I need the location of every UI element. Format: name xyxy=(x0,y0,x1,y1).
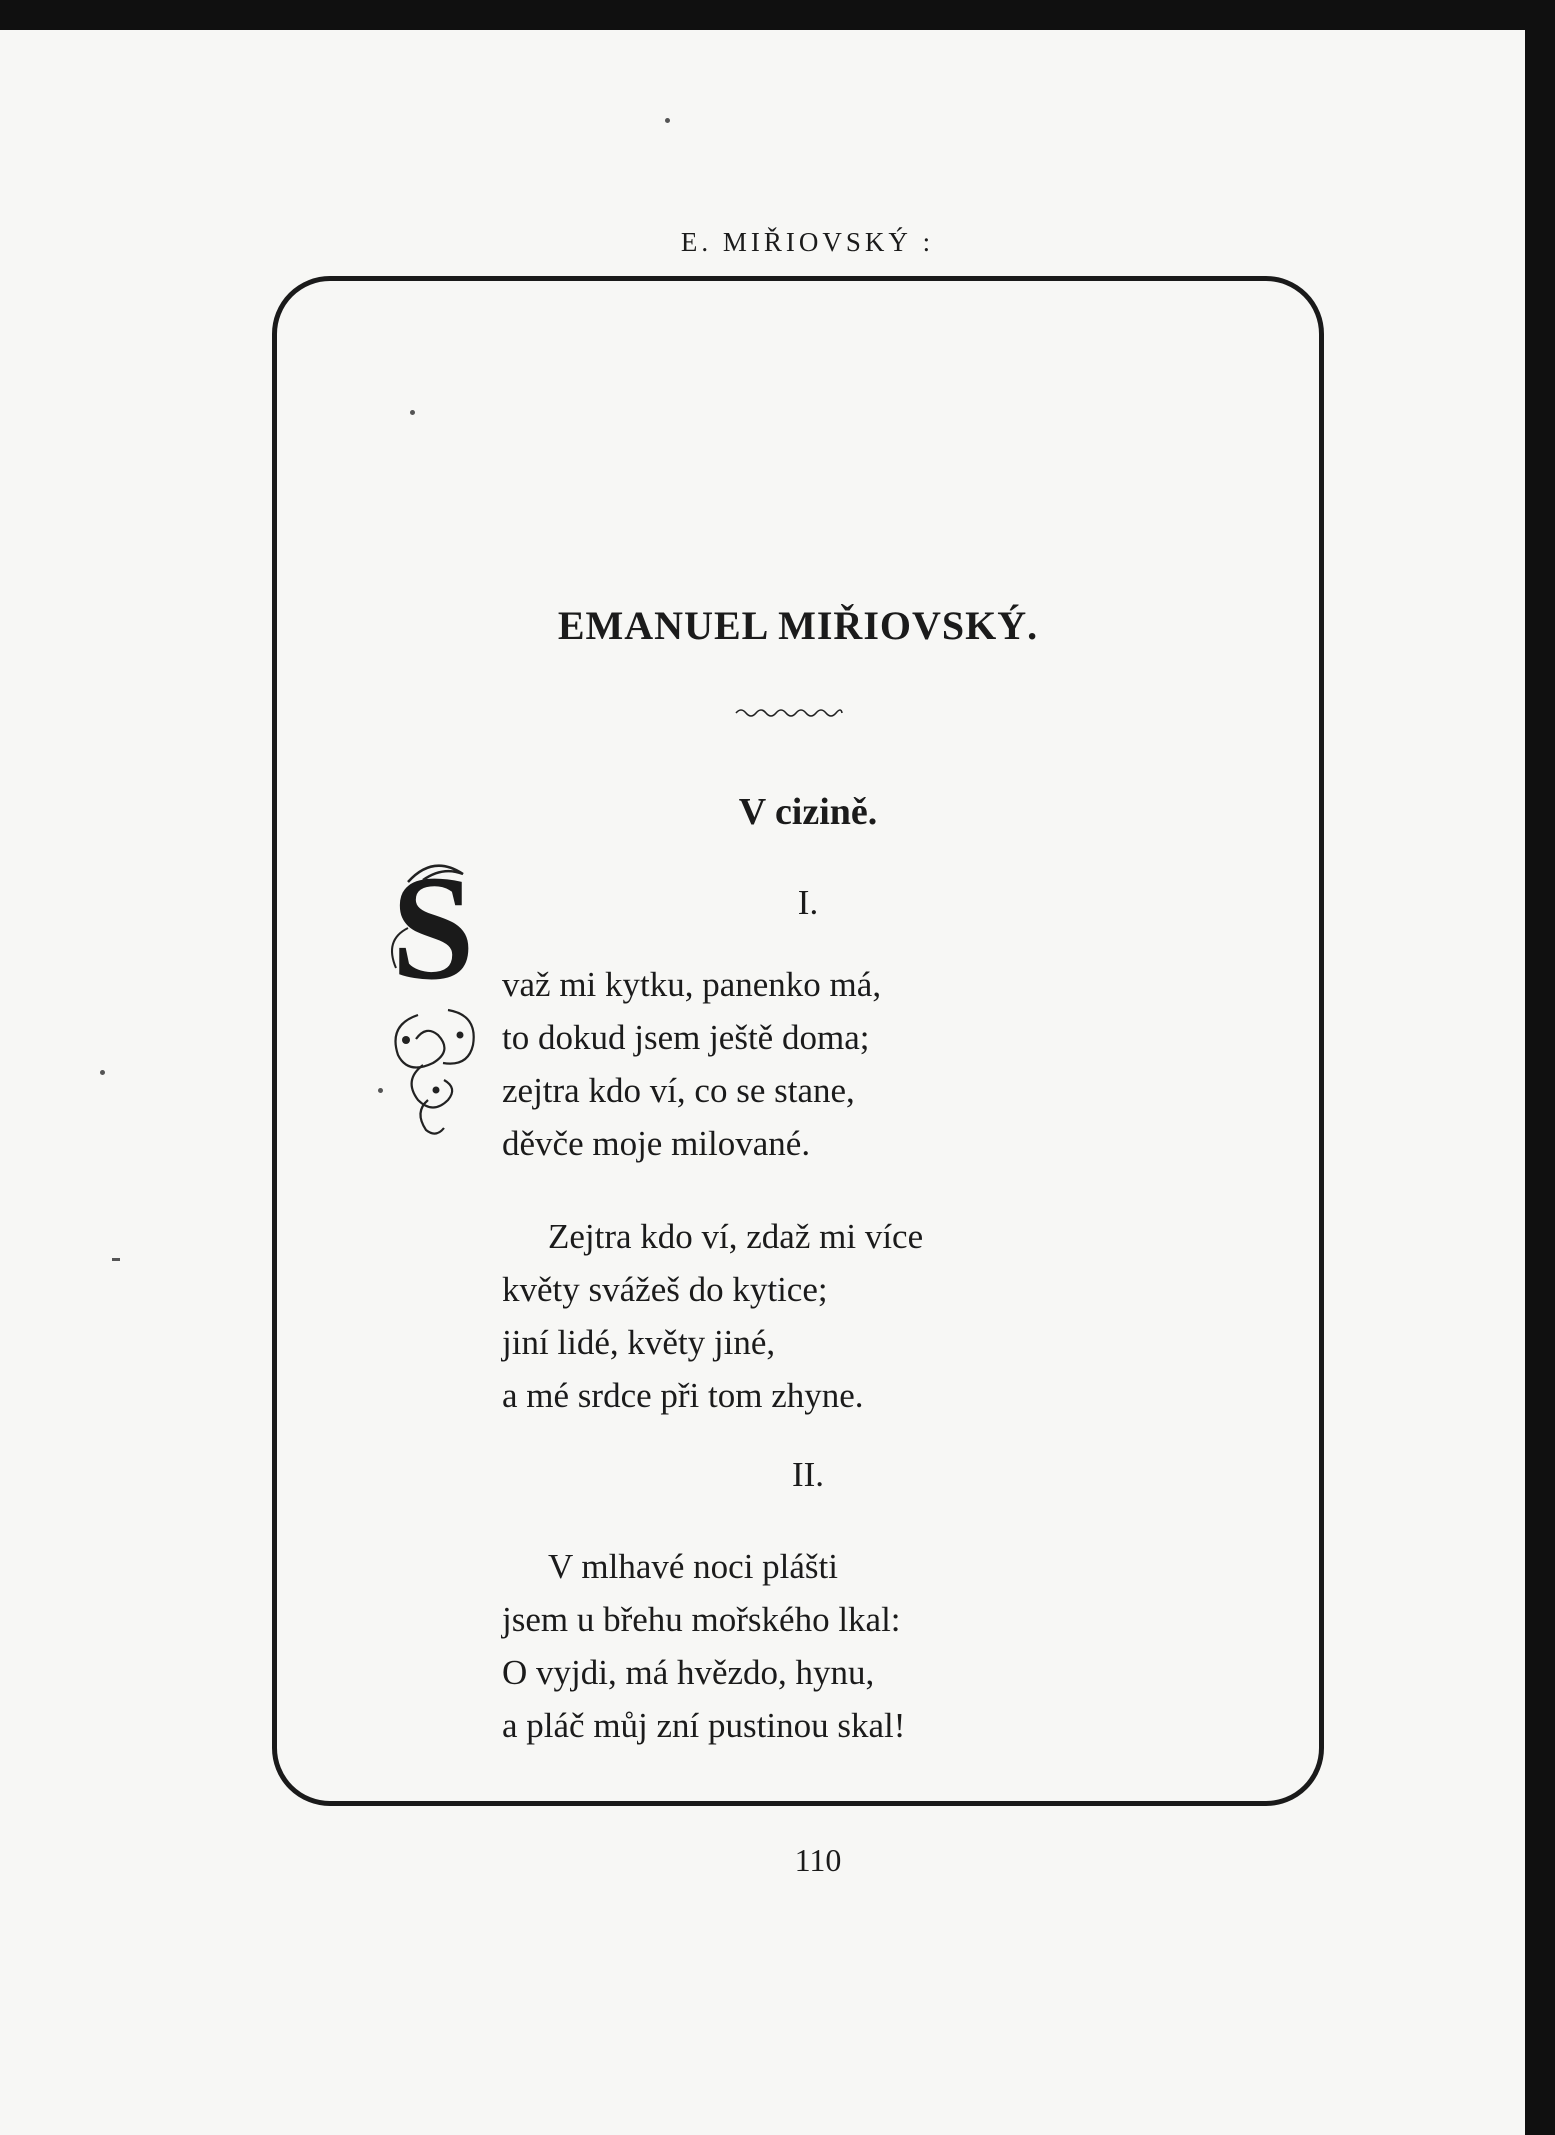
verse-line: važ mi kytku, panenko má, xyxy=(502,965,882,1004)
section-number: I. xyxy=(797,883,819,922)
drop-cap-letter: S xyxy=(391,850,475,1011)
wavy-rule-ornament xyxy=(734,705,844,719)
verse-line: O vyjdi, má hvězdo, hynu, xyxy=(502,1653,875,1692)
verse-line: zejtra kdo ví, co se stane, xyxy=(502,1071,855,1110)
running-head: E. MIŘIOVSKÝ : xyxy=(680,227,935,257)
verse-line: to dokud jsem ještě doma; xyxy=(502,1018,870,1057)
page-number: 110 xyxy=(794,1842,842,1878)
verse-line: V mlhavé noci plášti xyxy=(548,1547,838,1586)
verse-line: děvče moje milované. xyxy=(502,1124,811,1163)
section-number: II. xyxy=(791,1455,825,1494)
print-speck xyxy=(112,1258,120,1261)
stanza xyxy=(502,1210,923,1422)
author-heading: EMANUEL MIŘIOVSKÝ. xyxy=(557,603,1039,648)
print-speck xyxy=(665,118,670,123)
print-speck xyxy=(100,1070,105,1075)
verse-line: jsem u břehu mořského lkal: xyxy=(502,1600,901,1639)
poem-title: V cizině. xyxy=(738,791,878,833)
book-page xyxy=(0,30,1525,2135)
verse-line: a mé srdce při tom zhyne. xyxy=(502,1376,864,1415)
verse-line: květy svážeš do kytice; xyxy=(502,1270,828,1309)
stanza xyxy=(502,1540,905,1752)
verse-line: Zejtra kdo ví, zdaž mi více xyxy=(548,1217,924,1256)
verse-line: jiní lidé, květy jiné, xyxy=(502,1323,776,1362)
verse-line: a pláč můj zní pustinou skal! xyxy=(502,1706,906,1745)
stanza xyxy=(502,958,881,1170)
